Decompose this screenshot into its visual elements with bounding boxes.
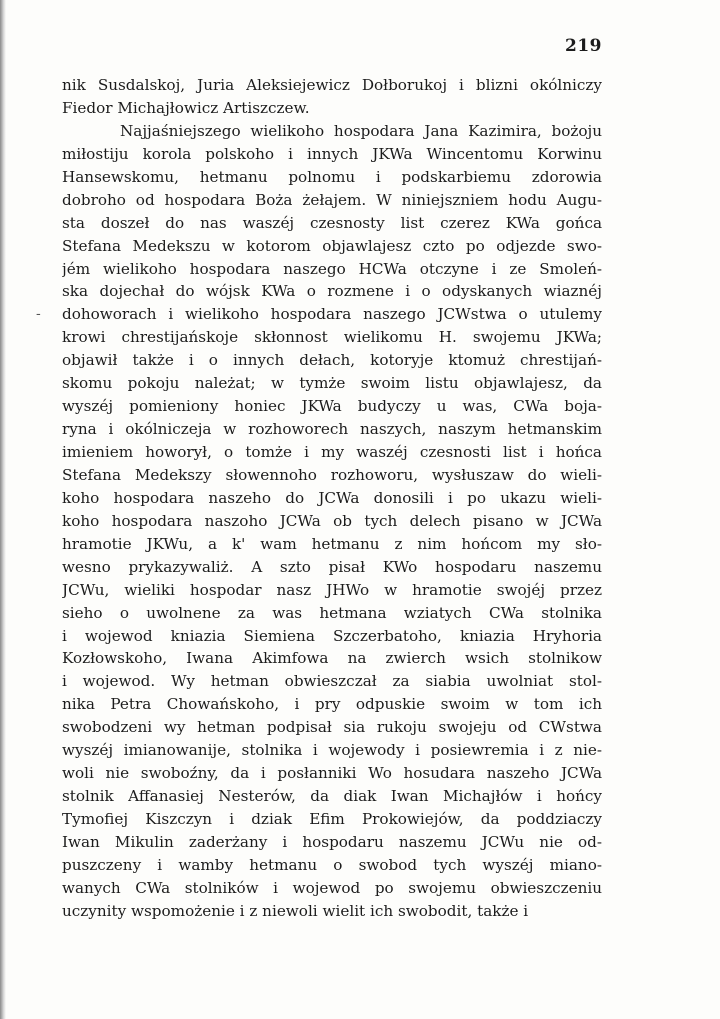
page-number: 219 [565, 36, 602, 56]
text-line: nika Petra Chowańskoho, i pry odpuskie swoim w tom ich [62, 695, 602, 714]
text-line: dobroho od hospodara Boża żełajem. W niniejszniem hodu Augu- [62, 190, 602, 209]
text-line: stolnik Affanasiej Nesterów, da diak Iwan Michajłów i hońcy [62, 787, 602, 806]
text-line: woli nie swoboźny, da i posłanniki Wo hosudara naszeho JCWa [62, 764, 602, 783]
text-line: JCWu, wieliki hospodar nasz JHWo w hramotie swojéj przez [62, 580, 602, 599]
text-line: swobodzeni wy hetman podpisał sia rukoju swojeju od CWstwa [62, 718, 602, 737]
text-line: Najjaśniejszego wielikoho hospodara Jana Kazimira, bożoju [120, 121, 602, 140]
text-line: wesno prykazywaliż. A szto pisał KWo hospodaru naszemu [62, 557, 602, 576]
text-line: Iwan Mikulin zaderżany i hospodaru naszemu JCWu nie od- [62, 832, 602, 851]
text-line: Stefana Medekszu w kotorom objawlajesz czto po odjezde swo- [62, 236, 602, 255]
page-binding-edge [0, 0, 6, 1019]
text-line: wanych CWa stolników i wojewod po swojemu obwieszczeniu [62, 878, 602, 897]
margin-mark: - [36, 306, 41, 322]
text-line: Tymofiej Kiszczyn i dziak Efim Prokowiejów, da poddziaczy [62, 810, 602, 828]
text-line: ska dojechał do wójsk KWa o rozmene i o odyskanych wiaznéj [62, 282, 602, 301]
body-text [62, 74, 602, 923]
text-line: jém wielikoho hospodara naszego HCWa otczyne i ze Smoleń- [62, 259, 602, 278]
text-line: Hansewskomu, hetmanu polnomu i podskarbiemu zdorowia [62, 167, 602, 186]
text-line: krowi chrestijańskoje skłonnost wielikomu H. swojemu JKWa; [62, 328, 602, 347]
text-line: wyszéj imianowanije, stolnika i wojewody i posiewremia i z nie- [62, 741, 602, 760]
text-line: uczynity wspomożenie i z niewoli wielit ich swobodit, także i [62, 901, 529, 920]
text-line: Fiedor Michajłowicz Artiszczew. [62, 98, 310, 117]
text-line: puszczeny i wamby hetmanu o swobod tych wyszéj miano- [62, 855, 602, 874]
text-line: imieniem howorył, o tomże i my waszéj czesnosti list i hońca [62, 443, 602, 461]
text-line: sta doszeł do nas waszéj czesnosty list czerez KWa gońca [62, 213, 602, 232]
text-line: Stefana Medekszy słowennoho rozhoworu, wysłuszaw do wieli- [62, 465, 602, 484]
text-line: ryna i okólniczeja w rozhoworech naszych, naszym hetmanskim [62, 420, 602, 439]
text-line: dohoworach i wielikoho hospodara naszego JCWstwa o utulemy [62, 305, 602, 324]
text-line: objawił także i o innych dełach, kotoryje ktomuż chrestijań- [62, 351, 602, 370]
text-line: i wojewod. Wy hetman obwieszczał za siabia uwolniat stol- [62, 672, 602, 691]
text-line: koho hospodara naszoho JCWa ob tych delech pisano w JCWa [62, 511, 602, 530]
text-line: sieho o uwolnene za was hetmana wziatych CWa stolnika [62, 603, 602, 622]
text-line: nik Susdalskoj, Juria Aleksiejewicz Dołborukoj i blizni okólniczy [62, 76, 602, 94]
text-line: Kozłowskoho, Iwana Akimfowa na zwierch wsich stolnikow [62, 649, 602, 668]
text-line: koho hospodara naszeho do JCWa donosili i po ukazu wieli- [62, 488, 602, 507]
text-line: skomu pokoju należat; w tymże swoim listu objawlajesz, da [62, 374, 602, 393]
text-line: i wojewod kniazia Siemiena Szczerbatoho, kniazia Hryhoria [62, 626, 602, 645]
text-line: miłostiju korola polskoho i innych JKWa Wincentomu Korwinu [62, 144, 602, 163]
text-line: wyszéj pomieniony honiec JKWa budyczy u was, CWa boja- [62, 397, 602, 416]
text-line: hramotie JKWu, a k' wam hetmanu z nim hońcom my sło- [62, 534, 602, 553]
